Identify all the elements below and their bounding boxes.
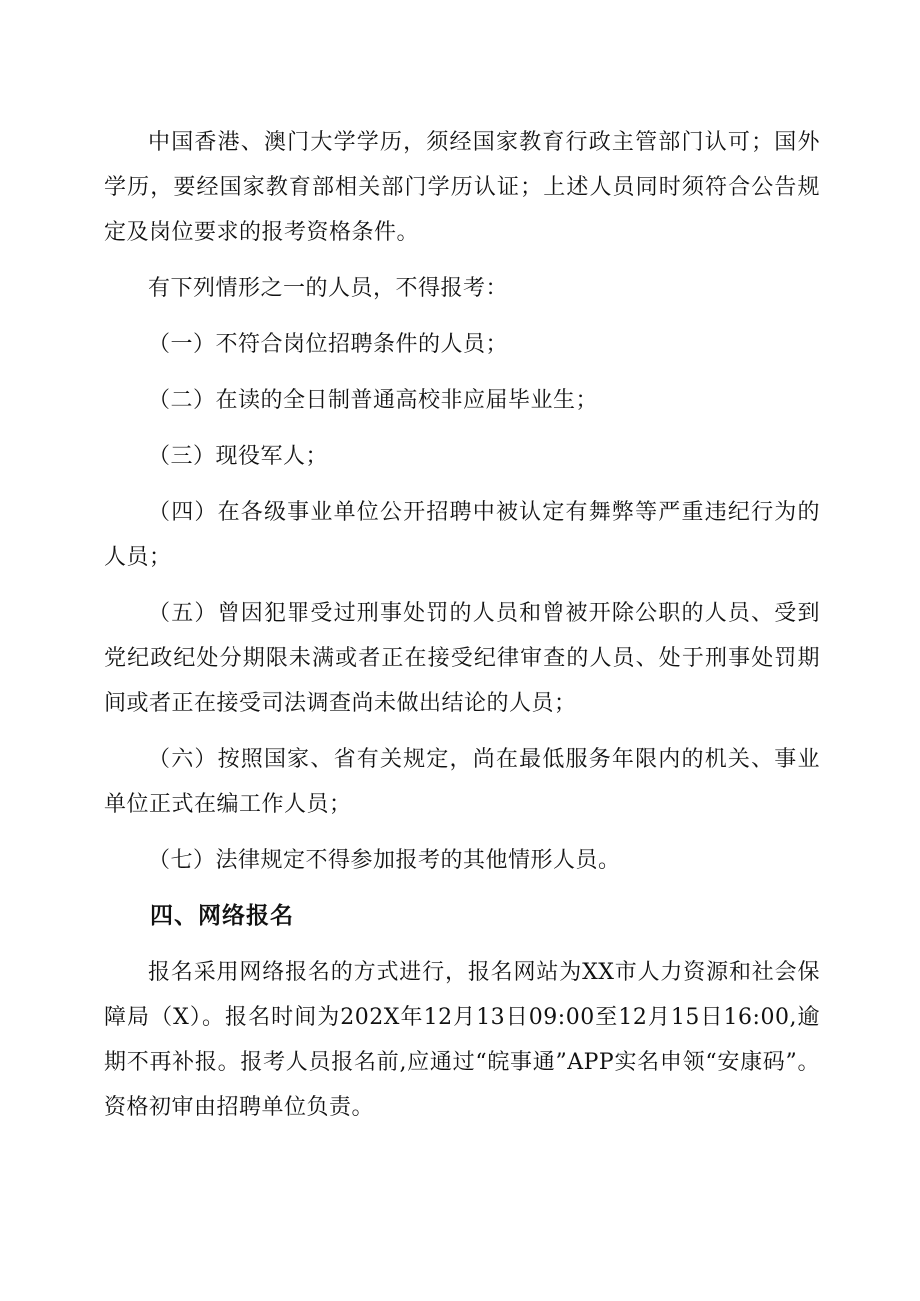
exclusion-item-3: （三）现役军人； — [148, 444, 329, 469]
exclusion-item-1: （一）不符合岗位招聘条件的人员； — [148, 332, 509, 357]
paragraph-exclusion-intro: 有下列情形之一的人员，不得报考： — [148, 276, 509, 301]
document-page — [104, 120, 820, 1141]
section-heading-online-registration: 四、网络报名 — [150, 903, 294, 929]
paragraph-registration-details: 报名采用网络报名的方式进行，报名网站为XX市人力资源和社会保障局（X）。报名时间为202X年12月13日09:00至12月15日16:00,逾期不再补报。报考人员报名前,应通过“皖事通”APP实名申领“安康码”。资格初审由招聘单位负责。 — [104, 960, 820, 1120]
paragraph-qualification-recognition: 中国香港、澳门大学学历，须经国家教育行政主管部门认可；国外学历，要经国家教育部相关部门学历认证；上述人员同时须符合公告规定及岗位要求的报考资格条件。 — [104, 130, 820, 245]
exclusion-item-2: （二）在读的全日制普通高校非应届毕业生； — [148, 388, 599, 413]
exclusion-item-6: （六）按照国家、省有关规定，尚在最低服务年限内的机关、事业单位正式在编工作人员； — [104, 747, 820, 817]
exclusion-item-4: （四）在各级事业单位公开招聘中被认定有舞弊等严重违纪行为的人员； — [104, 500, 820, 570]
exclusion-item-7: （七）法律规定不得参加报考的其他情形人员。 — [148, 848, 621, 873]
exclusion-item-5: （五）曾因犯罪受过刑事处罚的人员和曾被开除公职的人员、受到党纪政纪处分期限未满或者正在接受纪律审查的人员、处于刑事处罚期间或者正在接受司法调查尚未做出结论的人员； — [104, 601, 820, 716]
